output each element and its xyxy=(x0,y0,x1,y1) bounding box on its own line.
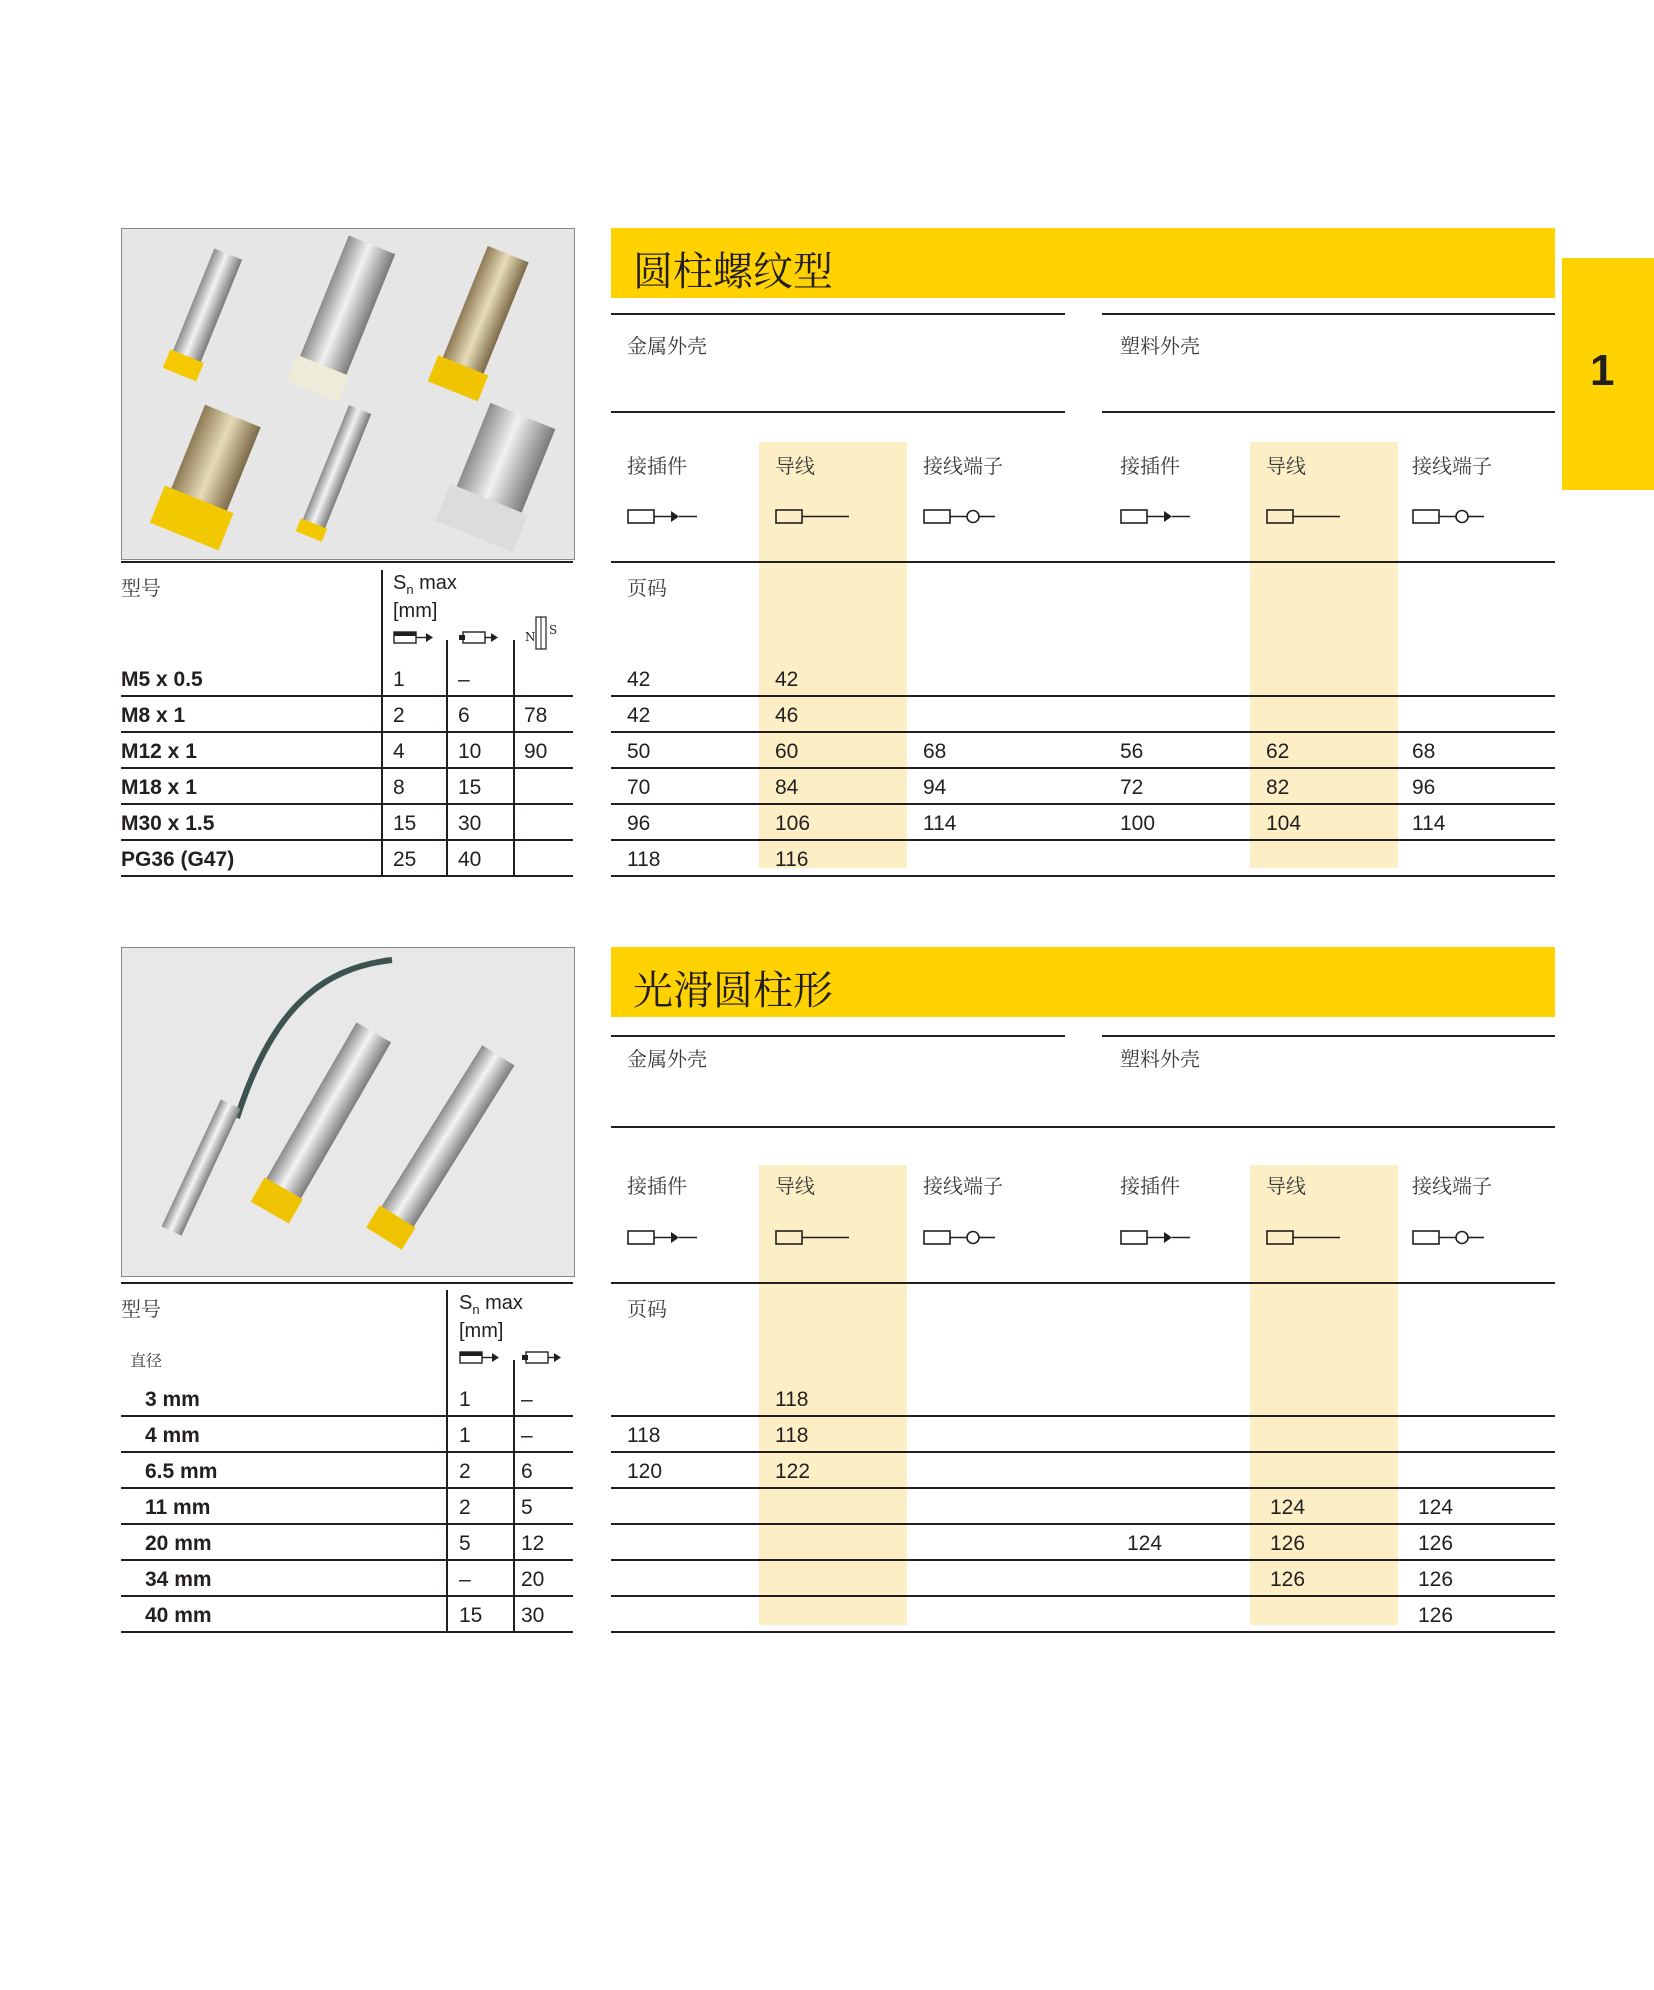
row-divider xyxy=(611,1415,1555,1417)
sn-flush-value: 1 xyxy=(393,668,405,691)
sn-nonflush-value: 6 xyxy=(521,1460,533,1483)
row-divider xyxy=(121,1631,573,1633)
page-plastic-cable: 82 xyxy=(1266,776,1290,799)
page-metal-cable: 46 xyxy=(775,704,799,727)
row-divider xyxy=(121,839,573,841)
row-type: M30 x 1.5 xyxy=(121,812,215,835)
terminal-symbol xyxy=(923,507,998,527)
divider xyxy=(611,561,1555,563)
sn-nonflush-value: 30 xyxy=(458,812,482,835)
sn-flush-value: 2 xyxy=(393,704,405,727)
row-type: 20 mm xyxy=(145,1532,212,1555)
sensor-photo-illustration xyxy=(122,229,574,559)
flush-mount-symbol xyxy=(393,630,437,646)
sn-nonflush-value: 40 xyxy=(458,848,482,871)
col-terminal-plastic: 接线端子 xyxy=(1412,454,1492,478)
sn-nonflush-value: 20 xyxy=(521,1568,545,1591)
sn-flush-value: 5 xyxy=(459,1532,471,1555)
row-type: M18 x 1 xyxy=(121,776,197,799)
page-metal-connector: 50 xyxy=(627,740,651,763)
row-divider xyxy=(121,1523,573,1525)
page-plastic-cable: 126 xyxy=(1270,1568,1306,1591)
section2-title: 光滑圆柱形 xyxy=(633,968,833,1014)
divider xyxy=(1102,1035,1555,1037)
smooth-sensors-photo xyxy=(121,947,575,1277)
sn-flush-value: 8 xyxy=(393,776,405,799)
row-divider xyxy=(121,1451,573,1453)
connector-symbol xyxy=(627,507,702,527)
divider xyxy=(121,1282,573,1284)
page-label: 页码 xyxy=(627,576,667,600)
row-type: 4 mm xyxy=(145,1424,200,1447)
divider xyxy=(611,1035,1065,1037)
row-divider xyxy=(121,1595,573,1597)
page-plastic-connector: 72 xyxy=(1120,776,1144,799)
row-type: PG36 (G47) xyxy=(121,848,235,871)
sn-max-label xyxy=(459,1292,523,1317)
threaded-sensors-photo xyxy=(121,228,575,560)
terminal-symbol xyxy=(1412,1228,1487,1248)
row-divider xyxy=(611,1523,1555,1525)
row-divider xyxy=(611,1595,1555,1597)
col-cable-metal: 导线 xyxy=(775,454,815,478)
divider xyxy=(1102,411,1555,413)
diameter-label: 直径 xyxy=(130,1351,163,1370)
terminal-symbol xyxy=(923,1228,998,1248)
sn-flush-value: 15 xyxy=(393,812,417,835)
page-plastic-terminal: 124 xyxy=(1418,1496,1454,1519)
sn-flush-value: – xyxy=(459,1568,471,1591)
page-plastic-terminal: 96 xyxy=(1412,776,1436,799)
page-plastic-terminal: 126 xyxy=(1418,1604,1454,1627)
row-divider xyxy=(121,767,573,769)
connector-symbol xyxy=(1120,1228,1195,1248)
page-metal-terminal: 68 xyxy=(923,740,947,763)
plastic-housing-label: 塑料外壳 xyxy=(1120,334,1200,358)
col-connector-plastic: 接插件 xyxy=(1120,1174,1180,1198)
divider xyxy=(1102,313,1555,315)
row-divider xyxy=(121,803,573,805)
row-type: M5 x 0.5 xyxy=(121,668,203,691)
sn-nonflush-value: 15 xyxy=(458,776,482,799)
row-type: M8 x 1 xyxy=(121,704,186,727)
sn-nonflush-value: – xyxy=(521,1424,533,1447)
cable-symbol xyxy=(1266,507,1341,527)
section2-title-bar xyxy=(611,947,1555,1017)
page-metal-cable: 60 xyxy=(775,740,799,763)
sn-nonflush-value: – xyxy=(458,668,470,691)
page-plastic-cable: 62 xyxy=(1266,740,1290,763)
sensor-photo-illustration xyxy=(122,948,574,1276)
row-divider xyxy=(121,875,573,877)
sn-flush-value: 2 xyxy=(459,1496,471,1519)
divider xyxy=(611,313,1065,315)
magnetic-sensor-symbol xyxy=(522,614,562,654)
col-connector-metal: 接插件 xyxy=(627,454,687,478)
page-metal-connector: 118 xyxy=(627,848,661,871)
row-type: 11 mm xyxy=(145,1496,211,1519)
page-plastic-connector: 124 xyxy=(1127,1532,1163,1555)
col-connector-metal: 接插件 xyxy=(627,1174,687,1198)
row-divider xyxy=(611,767,1555,769)
sn-nonflush-value: 12 xyxy=(521,1532,545,1555)
row-divider xyxy=(121,1559,573,1561)
sn-max-label xyxy=(393,572,457,597)
row-divider xyxy=(611,1487,1555,1489)
divider xyxy=(611,1126,1555,1128)
page-metal-connector: 120 xyxy=(627,1460,663,1483)
row-divider xyxy=(121,731,573,733)
row-divider xyxy=(611,803,1555,805)
sn-unit: [mm] xyxy=(459,1320,504,1342)
sn-flush-value: 2 xyxy=(459,1460,471,1483)
page-metal-cable: 106 xyxy=(775,812,811,835)
page-plastic-connector: 56 xyxy=(1120,740,1144,763)
page-plastic-cable: 126 xyxy=(1270,1532,1306,1555)
row-type: 3 mm xyxy=(145,1388,200,1411)
page-metal-connector: 96 xyxy=(627,812,651,835)
page-plastic-cable: 124 xyxy=(1270,1496,1306,1519)
row-type: M12 x 1 xyxy=(121,740,197,763)
divider xyxy=(611,1282,1555,1284)
page-metal-cable: 118 xyxy=(775,1388,809,1411)
row-type: 40 mm xyxy=(145,1604,212,1627)
row-divider xyxy=(611,875,1555,877)
page-label: 页码 xyxy=(627,1297,667,1321)
row-divider xyxy=(121,1487,573,1489)
page-plastic-terminal: 126 xyxy=(1418,1532,1454,1555)
sn-nonflush-value: 30 xyxy=(521,1604,545,1627)
type-label: 型号 xyxy=(121,576,161,600)
sn-flush-value: 1 xyxy=(459,1388,471,1411)
sn-nonflush-value: 10 xyxy=(458,740,482,763)
page-metal-terminal: 114 xyxy=(923,812,957,835)
page-plastic-terminal: 126 xyxy=(1418,1568,1454,1591)
sn-subscript: n xyxy=(406,582,414,597)
page-metal-connector: 70 xyxy=(627,776,651,799)
row-divider xyxy=(121,695,573,697)
chapter-tab xyxy=(1562,258,1654,490)
divider xyxy=(611,411,1065,413)
cable-symbol xyxy=(775,507,850,527)
col-terminal-metal: 接线端子 xyxy=(923,1174,1003,1198)
column-divider xyxy=(513,1360,515,1632)
row-divider xyxy=(611,839,1555,841)
sn-flush-value: 1 xyxy=(459,1424,471,1447)
metal-housing-label: 金属外壳 xyxy=(627,334,707,358)
sn-symbol: S xyxy=(459,1292,473,1314)
row-divider xyxy=(611,695,1555,697)
column-divider xyxy=(446,1290,448,1632)
col-terminal-plastic: 接线端子 xyxy=(1412,1174,1492,1198)
flush-mount-symbol xyxy=(459,1350,503,1366)
row-divider xyxy=(121,1415,573,1417)
page-metal-cable: 84 xyxy=(775,776,799,799)
cable-symbol xyxy=(1266,1228,1341,1248)
sn-max: max xyxy=(485,1292,523,1314)
sn-nonflush-value: 5 xyxy=(521,1496,533,1519)
terminal-symbol xyxy=(1412,507,1487,527)
row-divider xyxy=(611,1631,1555,1633)
sn-magnetic-value: 78 xyxy=(524,704,548,727)
row-divider xyxy=(611,1451,1555,1453)
page-plastic-connector: 100 xyxy=(1120,812,1156,835)
metal-housing-label: 金属外壳 xyxy=(627,1047,707,1071)
sn-subscript: n xyxy=(472,1302,480,1317)
plastic-housing-label: 塑料外壳 xyxy=(1120,1047,1200,1071)
type-label: 型号 xyxy=(121,1297,161,1321)
connector-symbol xyxy=(1120,507,1195,527)
chapter-number: 1 xyxy=(1590,346,1615,395)
svg-text:N: N xyxy=(525,630,536,644)
page-plastic-cable: 104 xyxy=(1266,812,1302,835)
page-metal-connector: 42 xyxy=(627,668,651,691)
col-cable-plastic: 导线 xyxy=(1266,454,1306,478)
sn-unit: [mm] xyxy=(393,600,438,622)
non-flush-mount-symbol xyxy=(521,1350,565,1366)
page-metal-connector: 42 xyxy=(627,704,651,727)
section1-title-bar xyxy=(611,228,1555,298)
sn-nonflush-value: – xyxy=(521,1388,533,1411)
page-metal-cable: 42 xyxy=(775,668,799,691)
col-terminal-metal: 接线端子 xyxy=(923,454,1003,478)
page-metal-connector: 118 xyxy=(627,1424,661,1447)
svg-text:S: S xyxy=(549,623,558,637)
sn-flush-value: 25 xyxy=(393,848,417,871)
row-divider xyxy=(611,1559,1555,1561)
section1-title: 圆柱螺纹型 xyxy=(633,249,833,295)
row-divider xyxy=(611,731,1555,733)
col-cable-metal: 导线 xyxy=(775,1174,815,1198)
sn-nonflush-value: 6 xyxy=(458,704,470,727)
page-metal-cable: 116 xyxy=(775,848,809,871)
row-type: 6.5 mm xyxy=(145,1460,218,1483)
sn-max: max xyxy=(419,572,457,594)
column-divider xyxy=(381,570,383,876)
sn-flush-value: 15 xyxy=(459,1604,483,1627)
page-metal-terminal: 94 xyxy=(923,776,947,799)
col-connector-plastic: 接插件 xyxy=(1120,454,1180,478)
non-flush-mount-symbol xyxy=(458,630,502,646)
sn-magnetic-value: 90 xyxy=(524,740,548,763)
col-cable-plastic: 导线 xyxy=(1266,1174,1306,1198)
page-plastic-terminal: 114 xyxy=(1412,812,1446,835)
page-metal-cable: 118 xyxy=(775,1424,809,1447)
cable-symbol xyxy=(775,1228,850,1248)
sn-symbol: S xyxy=(393,572,407,594)
sn-flush-value: 4 xyxy=(393,740,405,763)
page-metal-cable: 122 xyxy=(775,1460,811,1483)
page-plastic-terminal: 68 xyxy=(1412,740,1436,763)
connector-symbol xyxy=(627,1228,702,1248)
row-type: 34 mm xyxy=(145,1568,212,1591)
divider xyxy=(121,561,573,563)
